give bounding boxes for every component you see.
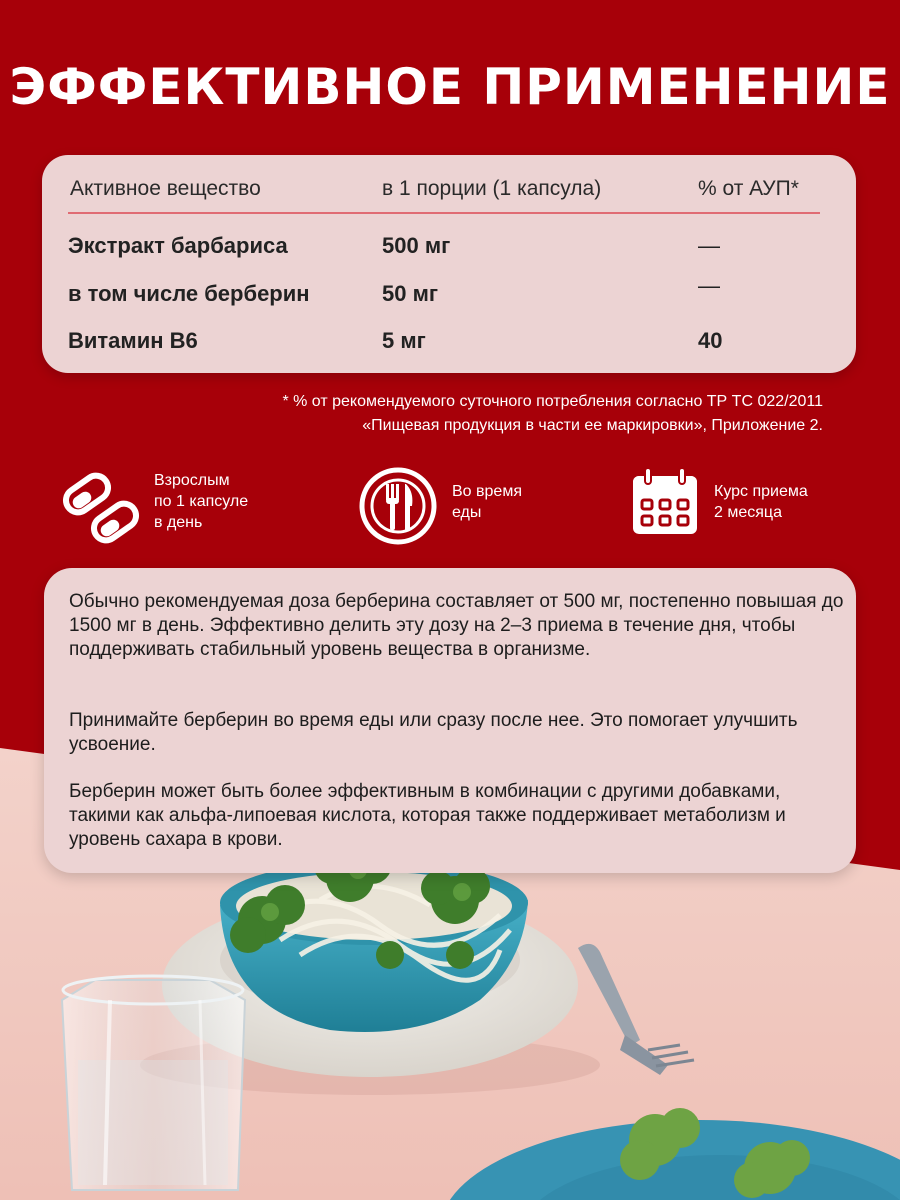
composition-table (42, 155, 856, 373)
description-paragraph: Обычно рекомендуемая доза берберина составляет от 500 мг, постепенно повышая до 1500 мг в день. Эффективно делить эту дозу на 2–3 приема в течение дня, чтобы поддерживать стабильный уровень вещества в организме. (69, 591, 844, 660)
description-paragraph: Принимайте берберин во время еды или сразу после нее. Это помогает улучшить усвоение. (69, 710, 798, 755)
table-row-amount: 5 мг (382, 328, 426, 353)
table-row-name: Витамин В6 (68, 328, 198, 353)
footnote-line: * % от рекомендуемого суточного потребления согласно ТР ТС 022/2011 (282, 393, 823, 410)
table-row-amount: 50 мг (382, 281, 439, 306)
table-divider (68, 212, 820, 214)
table-row-percent: — (698, 273, 720, 298)
feature-text: Во время еды (452, 483, 522, 521)
feature-text: Взрослым по 1 капсуле в день (154, 472, 249, 531)
description-paragraph: Берберин может быть более эффективным в комбинации с другими добавками, такими как альфа-липоевая кислота, которая также поддерживает метаболизм и уровень сахара в крови. (69, 781, 786, 850)
table-header-percent: % от АУП* (698, 177, 799, 200)
footnote-line: «Пищевая продукция в части ее маркировки», Приложение 2. (362, 417, 823, 434)
table-header-substance: Активное вещество (70, 177, 261, 200)
table-header-amount: в 1 порции (1 капсула) (382, 177, 602, 200)
page-title: ЭФФЕКТИВНОЕ ПРИМЕНЕНИЕ (9, 58, 891, 116)
table-row-name: в том числе берберин (68, 281, 310, 306)
table-row-percent: 40 (698, 328, 723, 353)
footnote (63, 390, 823, 438)
capsules-icon (62, 466, 142, 546)
fork-knife-plate-icon (358, 466, 438, 546)
table-row-amount: 500 мг (382, 233, 451, 258)
description-card (44, 568, 856, 873)
table-row-percent: — (698, 233, 720, 258)
feature-text: Курс приема 2 месяца (714, 483, 808, 521)
table-row-name: Экстракт барбариса (68, 233, 288, 258)
calendar-icon (630, 466, 700, 538)
